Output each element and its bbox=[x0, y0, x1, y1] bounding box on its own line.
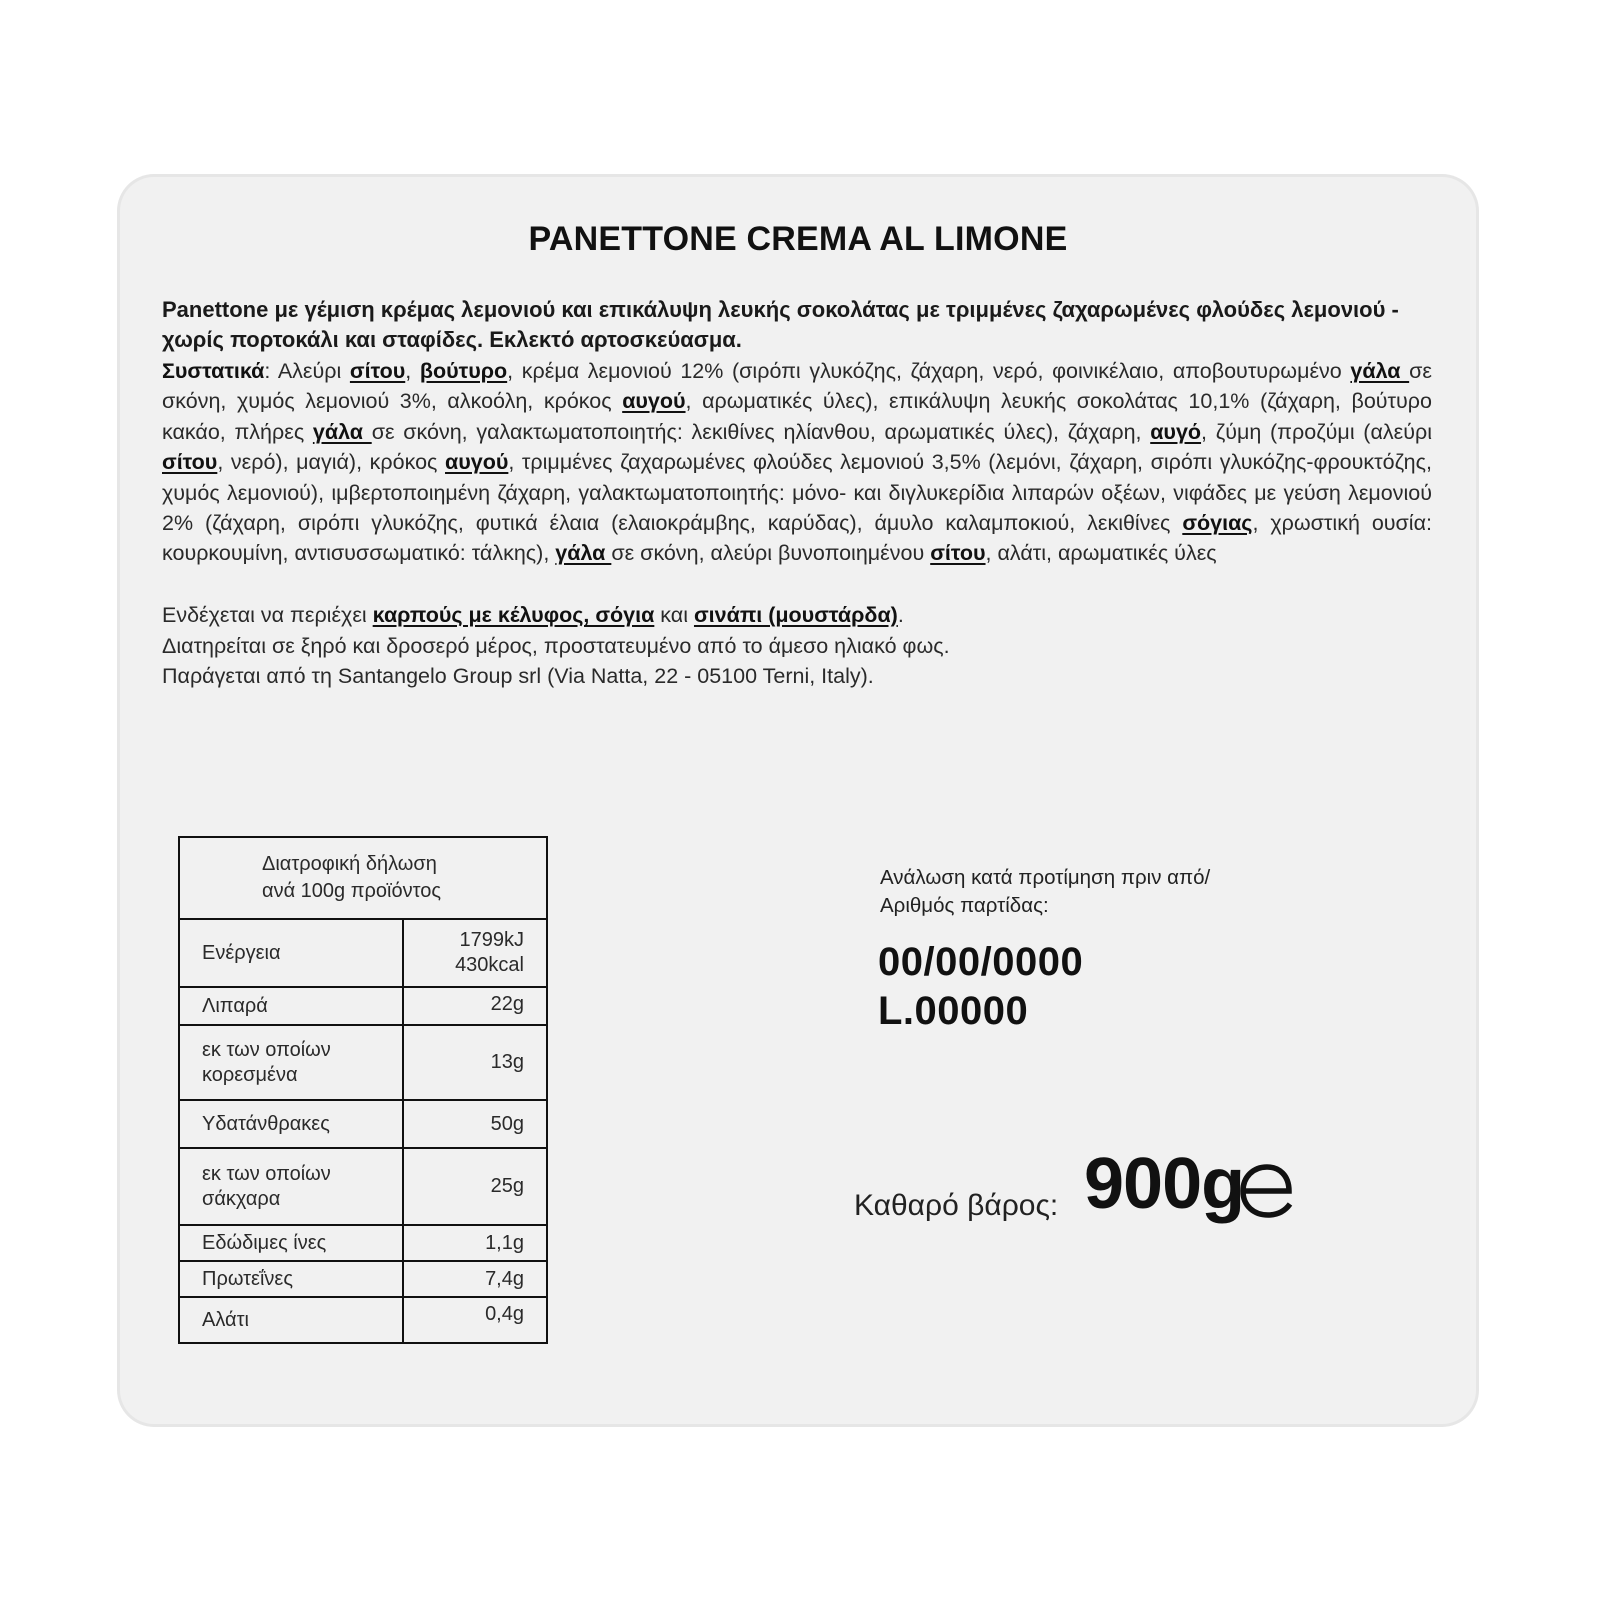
allergen-suffix: . bbox=[897, 603, 904, 627]
nutrition-table bbox=[178, 836, 548, 1344]
net-weight-value: 900g bbox=[1084, 1144, 1245, 1224]
ingredient-text: : Αλεύρι bbox=[264, 359, 350, 383]
allergen-highlight: γάλα bbox=[555, 541, 612, 566]
nutrient-label-line1: εκ των οποίων bbox=[202, 1162, 331, 1185]
product-label bbox=[120, 177, 1476, 1424]
nutrition-header-title: Διατροφική δήλωση bbox=[262, 853, 437, 875]
ingredient-text: σε σκόνη, γαλακτωματοποιητής: λεκιθίνες ηλίανθου, αρωματικές ύλες), ζάχαρη, bbox=[371, 419, 1151, 444]
allergen-warning bbox=[162, 603, 1432, 628]
ingredient-text: , ζύμη (προζύμι (αλεύρι bbox=[1201, 419, 1432, 444]
nutrient-value: 0,4g bbox=[403, 1297, 547, 1343]
product-description: Panettone με γέμιση κρέμας λεμονιού και επικάλυψη λευκής σοκολάτας με τριμμένες ζαχαρωμένες φλούδες λεμονιού - χωρίς πορτοκάλι και σταφίδες. Εκλεκτό αρτοσκεύασμα. bbox=[162, 297, 1399, 353]
allergen-highlight: σόγιας bbox=[1182, 511, 1253, 536]
nutrition-row bbox=[179, 1100, 547, 1148]
ingredients-heading: Συστατικά bbox=[162, 359, 265, 383]
energy-kj: 1799kJ bbox=[459, 929, 524, 951]
nutrient-label: Εδώδιμες ίνες bbox=[179, 1225, 403, 1261]
nutrient-label: Υδατάνθρακες bbox=[179, 1100, 403, 1148]
nutrient-label: Ενέργεια bbox=[179, 919, 403, 987]
nutrient-label: Λιπαρά bbox=[179, 987, 403, 1025]
allergen-highlight: αυγού bbox=[622, 389, 686, 414]
ingredients-list bbox=[162, 356, 1432, 569]
allergen-prefix: Ενδέχεται να περιέχει bbox=[162, 603, 373, 627]
producer-info: Παράγεται από τη Santangelo Group srl (Via Natta, 22 - 05100 Terni, Italy). bbox=[162, 664, 874, 688]
nutrition-row bbox=[179, 1297, 547, 1343]
nutrient-label-line1: εκ των οποίων bbox=[202, 1038, 331, 1061]
allergen-conjunction: και bbox=[654, 603, 694, 627]
best-before-date: 00/00/0000 bbox=[878, 940, 1084, 984]
nutrition-row bbox=[179, 987, 547, 1025]
nutrient-value: 50g bbox=[403, 1100, 547, 1148]
nutrient-value: 7,4g bbox=[403, 1261, 547, 1297]
nutrition-header-basis: ανά 100g προϊόντος bbox=[262, 880, 441, 902]
net-weight-label: Καθαρό βάρος: bbox=[854, 1189, 1059, 1222]
best-before-label-line1: Ανάλωση κατά προτίμηση πριν από/ bbox=[880, 866, 1211, 889]
nutrition-row bbox=[179, 919, 547, 987]
nutrition-row bbox=[179, 1261, 547, 1297]
best-before-label bbox=[880, 864, 1210, 920]
ingredient-text: , νερό), μαγιά), κρόκος bbox=[217, 450, 446, 475]
product-title: PANETTONE CREMA AL LIMONE bbox=[528, 220, 1068, 258]
ingredient-text: , κρέμα λεμονιού 12% (σιρόπι γλυκόζης, ζάχαρη, νερό, φοινικέλαιο, αποβουτυρωμένο bbox=[507, 359, 1351, 383]
nutrient-value: 1,1g bbox=[403, 1225, 547, 1261]
ingredient-text: , αλάτι, αρωματικές ύλες bbox=[985, 541, 1217, 566]
ingredient-text: , αρωματικές ύλες), επικάλυψη λευκής σοκολάτας 10,1% (ζάχαρη, βούτυρο κακάο, πλήρες bbox=[162, 389, 1432, 444]
allergen-item: καρπούς με κέλυφος, σόγια bbox=[372, 603, 655, 627]
lot-number-label: Αριθμός παρτίδας: bbox=[880, 894, 1049, 917]
energy-kcal: 430kcal bbox=[455, 954, 524, 976]
allergen-highlight: γάλα bbox=[1350, 359, 1410, 383]
nutrient-label: Αλάτι bbox=[179, 1297, 403, 1343]
allergen-highlight: σίτου bbox=[162, 450, 218, 475]
allergen-highlight: αυγό bbox=[1150, 419, 1202, 444]
ingredient-text: , τριμμένες ζαχαρωμένες φλούδες λεμονιού 3,5% (λεμόνι, ζάχαρη, σιρόπι γλυκόζης-φρουκτόζης, χυμός λεμονιού), ιμβερτοποιημένη ζάχαρη, γαλακτωματοποιητής: μόνο- και διγλυκερίδια λιπαρών οξέων, νιφάδες με γεύση λεμονιού 2% (ζάχαρη, σιρόπι γλυκόζης, φυτικά έλαια (ελαιοκράμβης, καρύδας), άμυλο καλαμποκιού, λεκιθίνες bbox=[162, 450, 1432, 536]
nutrient-label bbox=[179, 1025, 403, 1100]
nutrient-value: 13g bbox=[403, 1025, 547, 1100]
allergen-highlight: σίτου bbox=[349, 359, 406, 383]
nutrition-row bbox=[179, 1025, 547, 1100]
nutrient-label-line2: κορεσμένα bbox=[202, 1063, 298, 1086]
allergen-highlight: αυγού bbox=[445, 450, 509, 475]
nutrient-value: 25g bbox=[403, 1148, 547, 1225]
ingredient-text: , bbox=[405, 359, 420, 383]
nutrient-label-line2: σάκχαρα bbox=[202, 1187, 281, 1210]
allergen-highlight: γάλα bbox=[312, 419, 372, 444]
lot-number: L.00000 bbox=[878, 989, 1029, 1033]
nutrition-row bbox=[179, 1225, 547, 1261]
ingredient-text: σε σκόνη, αλεύρι βυνοποιημένου bbox=[611, 541, 931, 566]
nutrition-row bbox=[179, 1148, 547, 1225]
allergen-highlight: σίτου bbox=[930, 541, 986, 566]
ingredient-text: , χρωστική ουσία: κουρκουμίνη, αντισυσσωματικό: τάλκης), bbox=[162, 511, 1432, 566]
nutrient-label: Πρωτεΐνες bbox=[179, 1261, 403, 1297]
allergen-item: σινάπι (μουστάρδα) bbox=[693, 603, 898, 627]
nutrition-header bbox=[179, 837, 547, 919]
allergen-highlight: βούτυρο bbox=[419, 359, 508, 383]
storage-instructions: Διατηρείται σε ξηρό και δροσερό μέρος, προστατευμένο από το άμεσο ηλιακό φως. bbox=[162, 634, 950, 658]
estimated-sign-icon bbox=[1237, 1163, 1297, 1219]
ingredient-text: σε σκόνη, χυμός λεμονιού 3%, αλκοόλη, κρόκος bbox=[162, 359, 1432, 414]
nutrient-value: 22g bbox=[403, 987, 547, 1025]
nutrient-label bbox=[179, 1148, 403, 1225]
nutrient-value bbox=[403, 919, 547, 987]
